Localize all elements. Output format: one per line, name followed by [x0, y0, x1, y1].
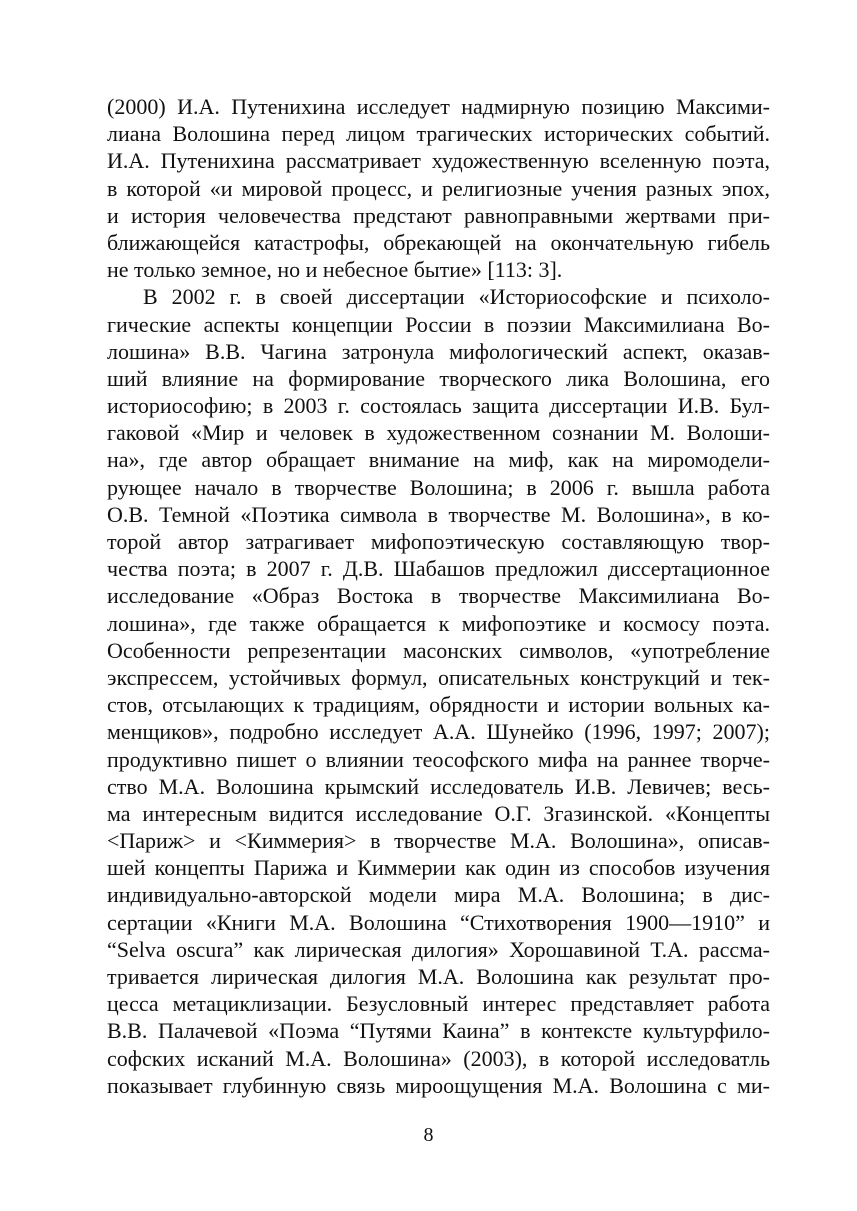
text-line: лошина» В.В. Чагина затронула мифологический аспект, оказав-: [107, 338, 770, 364]
text-line: гические аспекты концепции России в поэзии Максимилиана Во-: [107, 311, 770, 337]
text-line: гаковой «Мир и человек в художественном сознании М. Волоши-: [107, 420, 770, 446]
text-line: ший влияние на формирование творческого лика Волошина, его: [107, 365, 770, 391]
text-line: исследование «Образ Востока в творчестве Максимилиана Во-: [107, 583, 770, 609]
text-line: экспрессем, устойчивых формул, описательных конструкций и тек-: [107, 664, 770, 690]
text-line: шей концепты Парижа и Киммерии как один из способов изучения: [107, 855, 770, 881]
text-line: ближающейся катастрофы, обрекающей на окончательную гибель: [107, 229, 770, 255]
paragraph: [107, 93, 770, 283]
text-line: продуктивно пишет о влиянии теософского мифа на раннее творче-: [107, 746, 770, 772]
body-text: [107, 93, 770, 1099]
text-line: И.А. Путенихина рассматривает художественную вселенную поэта,: [107, 148, 770, 174]
text-line: лиана Волошина перед лицом трагических исторических событий.: [107, 121, 770, 147]
text-line: лошина», где также обращается к мифопоэтике и космосу поэта.: [107, 610, 770, 636]
text-line: показывает глубинную связь мироощущения М.А. Волошина с ми-: [107, 1072, 770, 1098]
page-number: 8: [423, 1124, 434, 1146]
text-line: не только земное, но и небесное бытие» [113: 3].: [107, 257, 563, 283]
text-line: Особенности репрезентации масонских символов, «употребление: [107, 637, 770, 663]
text-line: в которой «и мировой процесс, и религиозные учения разных эпох,: [107, 175, 770, 201]
text-line: софских исканий М.А. Волошина» (2003), в которой исследоватль: [107, 1045, 770, 1071]
text-line: менщиков», подробно исследует А.А. Шунейко (1996, 1997; 2007);: [107, 719, 770, 745]
text-line: “Selva oscura” как лирическая дилогия» Хорошавиной Т.А. рассма-: [107, 936, 770, 962]
paragraph: [107, 283, 770, 1099]
text-line: тривается лирическая дилогия М.А. Волошина как результат про-: [107, 964, 770, 989]
text-line: индивидуально-авторской модели мира М.А. Волошина; в дис-: [107, 882, 770, 908]
text-line: В 2002 г. в своей диссертации «Историософские и психоло-: [143, 284, 770, 310]
text-line: В.В. Палачевой «Поэма “Путями Каина” в контексте культурфило-: [107, 1018, 770, 1044]
text-line: сертации «Книги М.А. Волошина “Стихотворения 1900—1910” и: [107, 909, 770, 935]
text-line: цесса метациклизации. Безусловный интерес представляет работа: [107, 991, 770, 1017]
text-line: и история человечества предстают равноправными жертвами при-: [107, 202, 770, 228]
text-line: О.В. Темной «Поэтика символа в творчестве М. Волошина», в ко-: [107, 501, 770, 527]
text-line: ство М.А. Волошина крымский исследователь И.В. Левичев; весь-: [107, 773, 770, 799]
text-line: торой автор затрагивает мифопоэтическую составляющую твор-: [107, 529, 770, 554]
text-line: на», где автор обращает внимание на миф, как на миромодели-: [107, 447, 770, 473]
text-line: рующее начало в творчестве Волошина; в 2006 г. вышла работа: [107, 474, 770, 500]
text-line: <Париж> и <Киммерия> в творчестве М.А. Волошина», описав-: [107, 828, 770, 854]
text-line: чества поэта; в 2007 г. Д.В. Шабашов предложил диссертационное: [107, 556, 770, 582]
text-line: (2000) И.А. Путенихина исследует надмирную позицию Максими-: [107, 94, 770, 119]
text-line: стов, отсылающих к традициям, обрядности и истории вольных ка-: [107, 692, 770, 718]
text-line: ма интересным видится исследование О.Г. Згазинской. «Концепты: [107, 800, 770, 826]
text-line: историософию; в 2003 г. состоялась защита диссертации И.В. Бул-: [107, 393, 770, 419]
